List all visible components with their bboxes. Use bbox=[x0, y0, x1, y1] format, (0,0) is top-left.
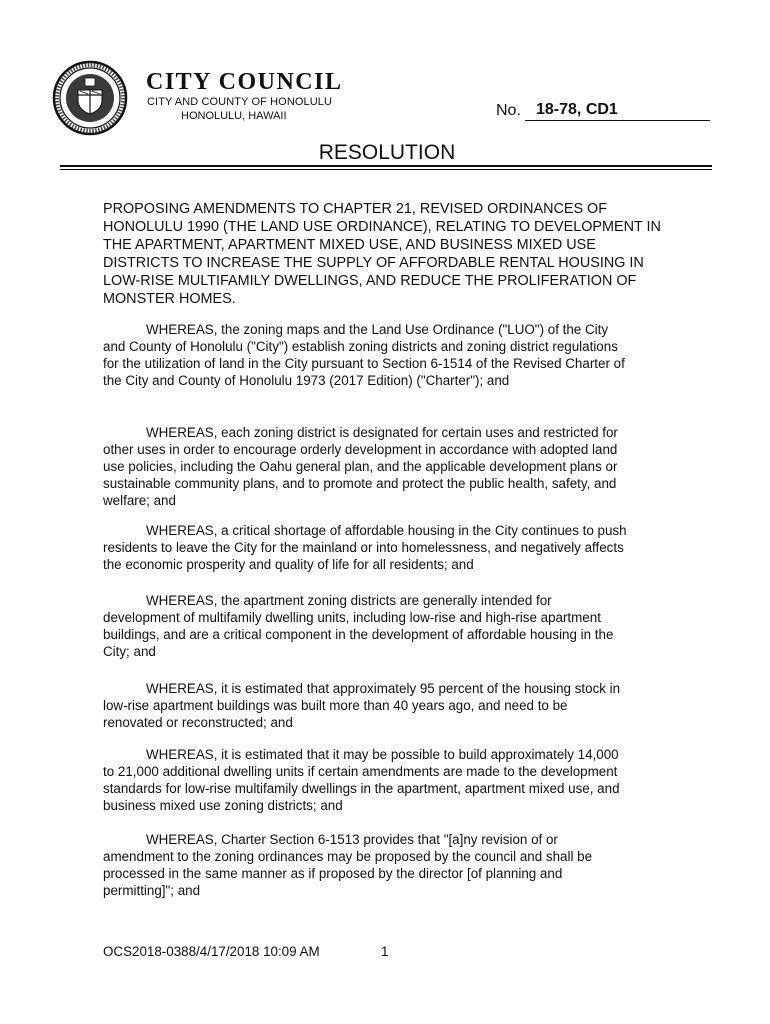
paragraph-line: other uses in order to encourage orderly development in accordance with adopted land bbox=[103, 442, 618, 457]
header-rule-thin bbox=[60, 169, 712, 170]
paragraph-line: welfare; and bbox=[103, 493, 176, 508]
paragraph-line: permitting]"; and bbox=[103, 883, 201, 898]
paragraph-line: City; and bbox=[103, 644, 156, 659]
resolution-number-label: No. bbox=[496, 102, 521, 119]
paragraph-line: WHEREAS, the apartment zoning districts are generally intended for bbox=[146, 593, 552, 608]
title-line: THE APARTMENT, APARTMENT MIXED USE, AND BUSINESS MIXED USE bbox=[103, 237, 596, 253]
paragraph-line: residents to leave the City for the mainland or into homelessness, and negatively affects bbox=[103, 540, 624, 555]
location-label: HONOLULU, HAWAII bbox=[181, 110, 287, 122]
whereas-paragraph bbox=[103, 522, 683, 573]
paragraph-line: for the utilization of land in the City pursuant to Section 6-1514 of the Revised Charter of bbox=[103, 356, 625, 371]
paragraph-line: business mixed use zoning districts; and bbox=[103, 798, 343, 813]
city-county-label: CITY AND COUNTY OF HONOLULU bbox=[147, 96, 333, 108]
paragraph-line: processed in the same manner as if proposed by the director [of planning and bbox=[103, 866, 563, 881]
whereas-paragraph bbox=[103, 831, 683, 899]
council-title: CITY COUNCIL bbox=[146, 69, 343, 95]
city-seal-icon bbox=[52, 60, 128, 136]
header-rule bbox=[60, 165, 712, 167]
title-line: MONSTER HOMES. bbox=[103, 291, 236, 307]
resolution-number: 18-78, CD1 bbox=[536, 101, 618, 118]
paragraph-line: and County of Honolulu ("City") establish zoning districts and zoning district regulations bbox=[103, 339, 618, 354]
paragraph-line: the City and County of Honolulu 1973 (2017 Edition) ("Charter"); and bbox=[103, 373, 510, 388]
paragraph-line: development of multifamily dwelling units, including low-rise and high-rise apartment bbox=[103, 610, 601, 625]
whereas-paragraph bbox=[103, 321, 683, 389]
paragraph-line: standards for low-rise multifamily dwellings in the apartment, apartment mixed use, and bbox=[103, 781, 620, 796]
paragraph-line: the economic prosperity and quality of life for all residents; and bbox=[103, 557, 474, 572]
title-line: DISTRICTS TO INCREASE THE SUPPLY OF AFFORDABLE RENTAL HOUSING IN bbox=[103, 255, 644, 271]
paragraph-line: renovated or reconstructed; and bbox=[103, 715, 293, 730]
page-number: 1 bbox=[381, 944, 389, 959]
paragraph-line: buildings, and are a critical component in the development of affordable housing in the bbox=[103, 627, 614, 642]
paragraph-line: sustainable community plans, and to promote and protect the public health, safety, and bbox=[103, 476, 617, 491]
whereas-paragraph bbox=[103, 746, 683, 814]
paragraph-line: WHEREAS, Charter Section 6-1513 provides that "[a]ny revision of or bbox=[146, 832, 558, 847]
title-line: LOW-RISE MULTIFAMILY DWELLINGS, AND REDUCE THE PROLIFERATION OF bbox=[103, 273, 637, 289]
paragraph-line: use policies, including the Oahu general plan, and the applicable development plans or bbox=[103, 459, 618, 474]
paragraph-line: to 21,000 additional dwelling units if certain amendments are made to the development bbox=[103, 764, 618, 779]
whereas-paragraph bbox=[103, 680, 683, 731]
paragraph-line: WHEREAS, a critical shortage of affordable housing in the City continues to push bbox=[146, 523, 627, 538]
resolution-number-underline bbox=[525, 120, 710, 121]
paragraph-line: WHEREAS, it is estimated that it may be possible to build approximately 14,000 bbox=[146, 747, 619, 762]
paragraph-line: WHEREAS, the zoning maps and the Land Use Ordinance ("LUO") of the City bbox=[146, 322, 609, 337]
paragraph-line: low-rise apartment buildings was built more than 40 years ago, and need to be bbox=[103, 698, 568, 713]
whereas-paragraph bbox=[103, 592, 683, 660]
whereas-paragraph bbox=[103, 424, 683, 509]
title-line: HONOLULU 1990 (THE LAND USE ORDINANCE), RELATING TO DEVELOPMENT IN bbox=[103, 219, 661, 235]
paragraph-line: WHEREAS, it is estimated that approximately 95 percent of the housing stock in bbox=[146, 681, 621, 696]
paragraph-line: WHEREAS, each zoning district is designated for certain uses and restricted for bbox=[146, 425, 618, 440]
title-line: PROPOSING AMENDMENTS TO CHAPTER 21, REVISED ORDINANCES OF bbox=[103, 201, 608, 217]
paragraph-line: amendment to the zoning ordinances may be proposed by the council and shall be bbox=[103, 849, 593, 864]
document-type-heading: RESOLUTION bbox=[318, 141, 456, 164]
document-id: OCS2018-0388/4/17/2018 10:09 AM bbox=[103, 944, 320, 959]
resolution-title bbox=[103, 200, 683, 308]
